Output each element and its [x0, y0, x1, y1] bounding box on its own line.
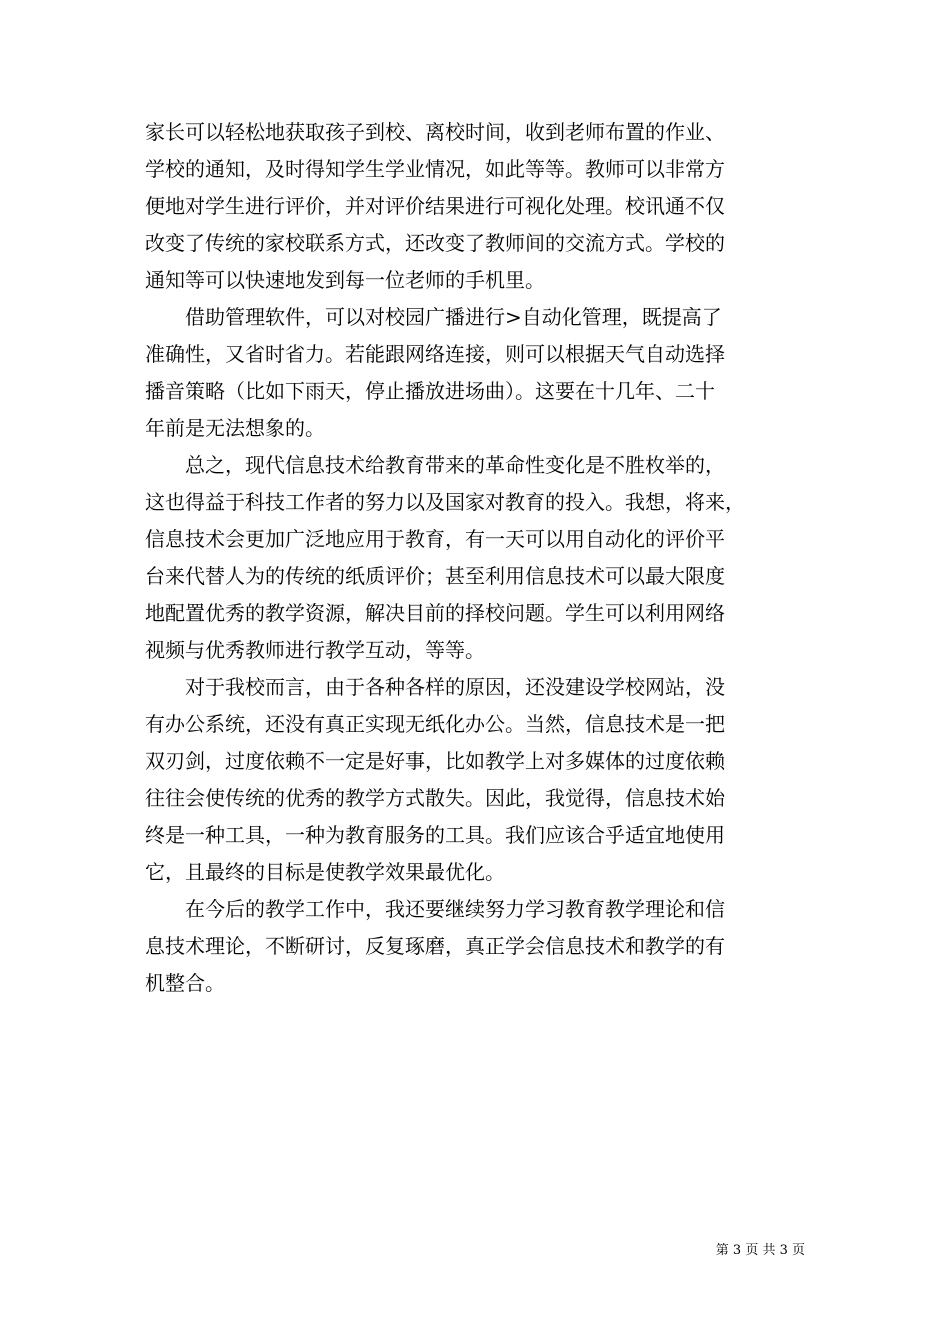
text-line: 改变了传统的家校联系方式，还改变了教师间的交流方式。学校的 [145, 231, 725, 255]
text-line: 终是一种工具，一种为教育服务的工具。我们应该合乎适宜地使用 [145, 823, 725, 847]
text-line: 通知等可以快速地发到每一位老师的手机里。 [145, 268, 545, 292]
paragraph-start-line: 在今后的教学工作中，我还要继续努力学习教育教学理论和信 [185, 897, 725, 921]
text-line: 这也得益于科技工作者的努力以及国家对教育的投入。我想，将来， [145, 490, 745, 514]
document-body [145, 114, 810, 1002]
text-line: 年前是无法想象的。 [145, 416, 325, 440]
text-line: 播音策略（比如下雨天，停止播放进场曲）。这要在十几年、二十 [145, 379, 715, 403]
text-line: 家长可以轻松地获取孩子到校、离校时间，收到老师布置的作业、 [145, 120, 725, 144]
text-line: 学校的通知，及时得知学生学业情况，如此等等。教师可以非常方 [145, 157, 725, 181]
text-line: 有办公系统，还没有真正实现无纸化办公。当然，信息技术是一把 [145, 712, 725, 736]
text-line: 便地对学生进行评价，并对评价结果进行可视化处理。校讯通不仅 [145, 194, 725, 218]
paragraph-start-line: 对于我校而言，由于各种各样的原因，还没建设学校网站，没 [185, 675, 725, 699]
page-number-footer: 第 3 页 共 3 页 [715, 1243, 805, 1258]
text-line: 机整合。 [145, 971, 225, 995]
text-line: 地配置优秀的教学资源，解决目前的择校问题。学生可以利用网络 [145, 601, 725, 625]
text-line: 往往会使传统的优秀的教学方式散失。因此，我觉得，信息技术始 [145, 786, 725, 810]
paragraph-start-line: 借助管理软件，可以对校园广播进行>自动化管理，既提高了 [185, 305, 722, 329]
paragraph-start-line: 总之，现代信息技术给教育带来的革命性变化是不胜枚举的， [185, 453, 725, 477]
text-line: 台来代替人为的传统的纸质评价；甚至利用信息技术可以最大限度 [145, 564, 725, 588]
text-line: 视频与优秀教师进行教学互动，等等。 [145, 638, 485, 662]
text-line: 信息技术会更加广泛地应用于教育，有一天可以用自动化的评价平 [145, 527, 725, 551]
text-line: 双刃剑，过度依赖不一定是好事，比如教学上对多媒体的过度依赖 [145, 749, 725, 773]
text-line: 息技术理论，不断研讨，反复琢磨，真正学会信息技术和教学的有 [145, 934, 725, 958]
text-line: 准确性，又省时省力。若能跟网络连接，则可以根据天气自动选择 [145, 342, 725, 366]
text-line: 它，且最终的目标是使教学效果最优化。 [145, 860, 505, 884]
